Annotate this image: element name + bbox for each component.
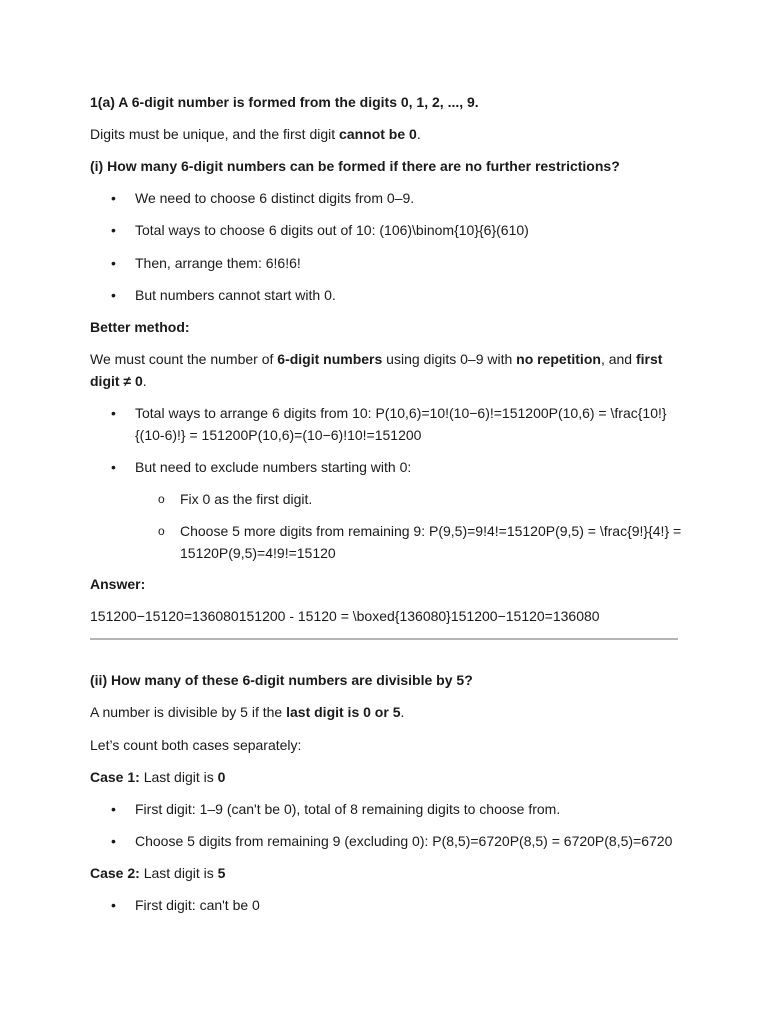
sub-list-item: Choose 5 more digits from remaining 9: P(9,5)=9!4!=15120P(9,5) = \frac{9!}{4!} = <box>180 523 682 539</box>
list-item: Then, arrange them: 6!6!6! <box>135 255 301 271</box>
horizontal-divider <box>90 638 678 640</box>
case-digit: 0 <box>217 769 226 785</box>
count-text: . <box>142 373 147 389</box>
count-text-line2 <box>90 370 688 392</box>
bullet-marker <box>111 456 119 478</box>
sub-bullet-marker <box>158 520 165 542</box>
list-item: We need to choose 6 distinct digits from 0–9. <box>135 190 415 206</box>
rule-bold: last digit is 0 or 5 <box>286 704 401 720</box>
intro-end: . <box>416 126 421 142</box>
count-text: , and <box>600 351 636 367</box>
count-text: using digits 0–9 with <box>382 351 517 367</box>
case-label: Case 2: <box>90 865 140 881</box>
count-bold: first <box>635 351 663 367</box>
list-item: First digit: can't be 0 <box>135 897 260 913</box>
case-label: Case 1: <box>90 769 140 785</box>
count-bold: 6-digit numbers <box>277 351 383 367</box>
answer-label: Answer: <box>90 576 146 592</box>
question-ii: (ii) How many of these 6-digit numbers are divisible by 5? <box>90 672 473 688</box>
lets-count-line: Let’s count both cases separately: <box>90 737 302 753</box>
answer-value: 151200−15120=136080151200 - 15120 = \boxed{136080}151200−15120=136080 <box>90 608 600 624</box>
list-item-continued: {(10-6)!} = 151200P(10,6)=(10−6)!10!=151200 <box>135 427 422 443</box>
bullet-marker <box>111 894 119 916</box>
sub-list-item-continued: 15120P(9,5)=4!9!=15120 <box>180 545 336 561</box>
case-digit: 5 <box>217 865 226 881</box>
problem-title: 1(a) A 6-digit number is formed from the digits 0, 1, 2, ..., 9. <box>90 94 479 110</box>
bullet-marker <box>111 284 119 306</box>
list-item: Total ways to arrange 6 digits from 10: P(10,6)=10!(10−6)!=151200P(10,6) = \frac{10!} <box>135 405 667 421</box>
bullet-marker <box>111 402 119 424</box>
sub-bullet-marker <box>158 488 165 510</box>
question-i: (i) How many 6-digit numbers can be formed if there are no further restrictions? <box>90 158 620 174</box>
bullet-marker <box>111 798 119 820</box>
list-item: But numbers cannot start with 0. <box>135 287 336 303</box>
bullet-marker <box>111 830 119 852</box>
case-1-heading <box>90 766 688 788</box>
better-method-heading: Better method: <box>90 319 190 335</box>
count-bold: digit ≠ 0 <box>90 373 143 389</box>
divisibility-rule <box>90 701 688 723</box>
bullet-marker <box>111 187 119 209</box>
intro-line <box>90 123 688 145</box>
list-item: Total ways to choose 6 digits out of 10: (106)\binom{10}{6}(610) <box>135 222 529 238</box>
count-text: We must count the number of <box>90 351 278 367</box>
case-text: Last digit is <box>139 865 218 881</box>
count-bold: no repetition <box>516 351 601 367</box>
list-item: Choose 5 digits from remaining 9 (excluding 0): P(8,5)=6720P(8,5) = 6720P(8,5)=6720 <box>135 833 673 849</box>
count-text-line1 <box>90 348 688 370</box>
bullet-marker <box>111 252 119 274</box>
list-item: First digit: 1–9 (can't be 0), total of 8 remaining digits to choose from. <box>135 801 561 817</box>
case-2-heading <box>90 862 688 884</box>
sub-list-item: Fix 0 as the first digit. <box>180 491 313 507</box>
intro-text: Digits must be unique, and the first digit <box>90 126 340 142</box>
case-text: Last digit is <box>139 769 218 785</box>
rule-end: . <box>400 704 405 720</box>
bullet-marker <box>111 219 119 241</box>
rule-text: A number is divisible by 5 if the <box>90 704 287 720</box>
list-item: But need to exclude numbers starting with 0: <box>135 459 412 475</box>
intro-bold: cannot be 0 <box>339 126 417 142</box>
